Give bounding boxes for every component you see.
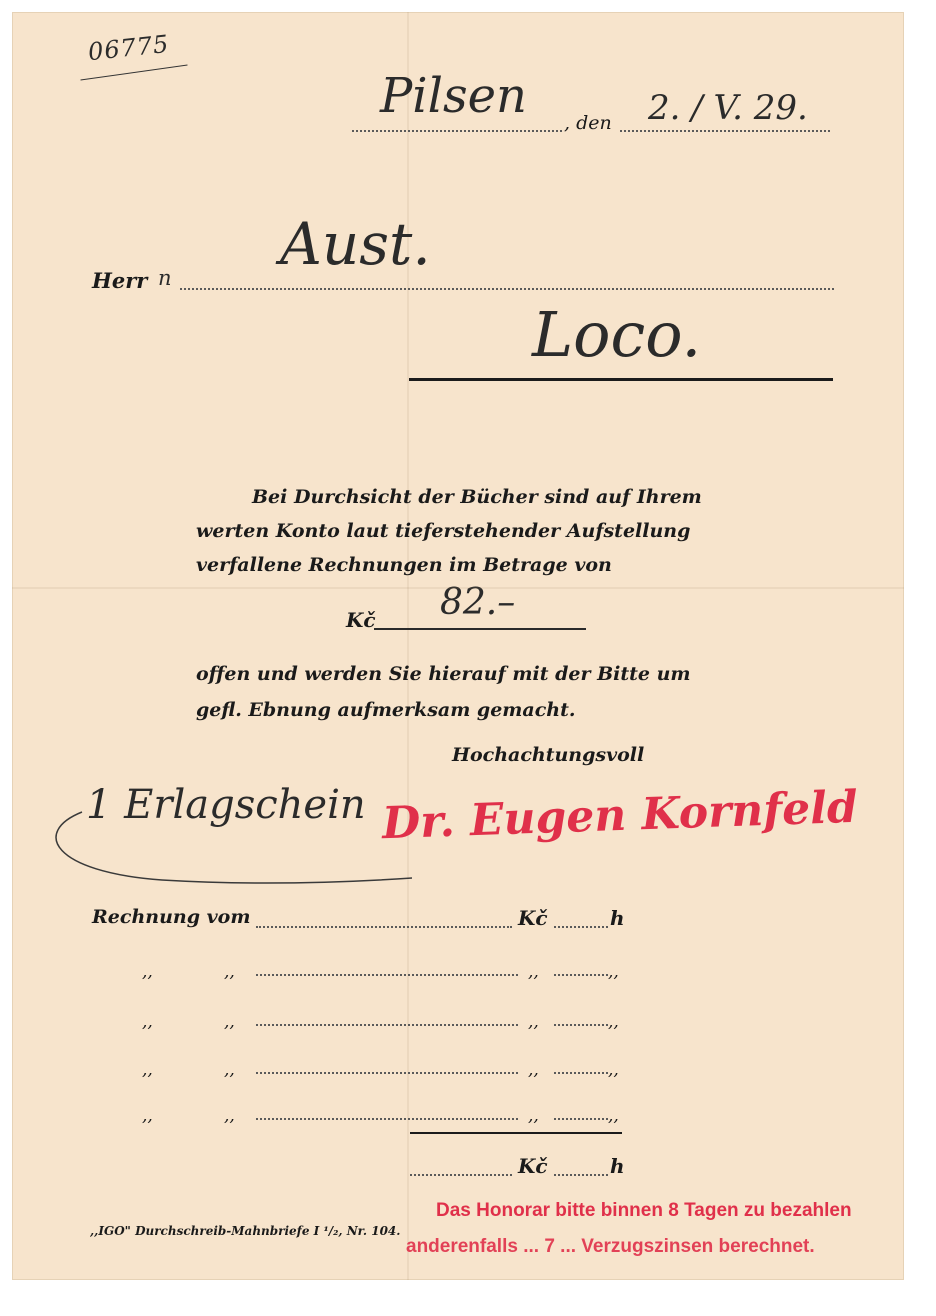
body-line: gefl. Ebnung aufmerksam gemacht. bbox=[196, 699, 576, 721]
signature: Dr. Eugen Kornfeld bbox=[381, 781, 859, 850]
sum-underline bbox=[410, 1132, 622, 1134]
total-heller-label: h bbox=[610, 1154, 625, 1178]
ditto-date-line bbox=[256, 1072, 518, 1074]
letter-paper bbox=[12, 12, 904, 1280]
addressee-suffix: n bbox=[158, 266, 172, 290]
ditto-mark: ,, bbox=[224, 962, 235, 982]
ditto-row bbox=[12, 1012, 904, 1036]
ditto-mark: ,, bbox=[608, 1012, 619, 1032]
ditto-date-line bbox=[256, 974, 518, 976]
place-line bbox=[352, 130, 562, 132]
ditto-row bbox=[12, 962, 904, 986]
addressee-city: Loco. bbox=[532, 298, 702, 371]
body-line: Bei Durchsicht der Bücher sind auf Ihrem bbox=[252, 486, 702, 508]
stamp-line-1: Das Honorar bitte binnen 8 Tagen zu bezahlen bbox=[436, 1200, 852, 1221]
invoice-row-label: Rechnung vom bbox=[92, 906, 251, 928]
ditto-mark: ,, bbox=[608, 1106, 619, 1126]
ditto-row bbox=[12, 1060, 904, 1084]
ditto-mark: ,, bbox=[224, 1106, 235, 1126]
body-paragraph-2 bbox=[196, 656, 756, 728]
date-handwritten: 2. / V. 29. bbox=[648, 88, 808, 128]
amount-line bbox=[374, 628, 586, 630]
invoice-amount-line bbox=[554, 926, 608, 928]
ditto-mark: ,, bbox=[224, 1012, 235, 1032]
invoice-date-line bbox=[256, 926, 512, 928]
amount-currency-label: Kč bbox=[346, 608, 376, 632]
ditto-date-line bbox=[256, 1024, 518, 1026]
invoice-heller-label: h bbox=[610, 906, 625, 930]
address-underline bbox=[409, 378, 833, 381]
ditto-mark: ,, bbox=[608, 962, 619, 982]
archive-number-underline bbox=[80, 64, 187, 80]
ditto-mark: ,, bbox=[224, 1060, 235, 1080]
ditto-mark: ,, bbox=[528, 962, 539, 982]
ditto-mark: ,, bbox=[142, 1012, 153, 1032]
archive-number: 06775 bbox=[86, 29, 171, 67]
body-line: offen und werden Sie hierauf mit der Bitte um bbox=[196, 663, 691, 685]
addressee-label: Herr bbox=[92, 268, 148, 293]
ditto-mark: ,, bbox=[142, 1060, 153, 1080]
ditto-amount-line bbox=[554, 1024, 608, 1026]
date-label: , den bbox=[564, 112, 612, 134]
ditto-row bbox=[12, 1106, 904, 1130]
date-line bbox=[620, 130, 830, 132]
total-currency-label: Kč bbox=[518, 1154, 548, 1178]
ditto-amount-line bbox=[554, 1072, 608, 1074]
ditto-amount-line bbox=[554, 974, 608, 976]
total-left-line bbox=[410, 1174, 512, 1176]
body-line: verfallene Rechnungen im Betrage von bbox=[196, 554, 612, 576]
place-handwritten: Pilsen bbox=[380, 68, 527, 124]
enclosure-note: 1 Erlagschein bbox=[86, 782, 366, 828]
ditto-amount-line bbox=[554, 1118, 608, 1120]
addressee-name: Aust. bbox=[280, 210, 431, 278]
stamp-line-2: anderenfalls ... 7 ... Verzugszinsen berechnet. bbox=[406, 1236, 815, 1257]
amount-handwritten: 82.– bbox=[440, 582, 516, 623]
form-footer: ,,IGO" Durchschreib-Mahnbriefe I ¹/₂, Nr. 104. bbox=[90, 1224, 401, 1238]
invoice-currency-label: Kč bbox=[518, 906, 548, 930]
total-amount-line bbox=[554, 1174, 608, 1176]
ditto-mark: ,, bbox=[528, 1012, 539, 1032]
closing: Hochachtungsvoll bbox=[452, 744, 645, 766]
ditto-mark: ,, bbox=[528, 1106, 539, 1126]
ditto-date-line bbox=[256, 1118, 518, 1120]
body-line: werten Konto laut tieferstehender Aufstellung bbox=[196, 520, 691, 542]
ditto-mark: ,, bbox=[608, 1060, 619, 1080]
body-paragraph bbox=[196, 480, 756, 582]
ditto-mark: ,, bbox=[142, 1106, 153, 1126]
ditto-mark: ,, bbox=[528, 1060, 539, 1080]
ditto-mark: ,, bbox=[142, 962, 153, 982]
enclosure-loop bbox=[12, 782, 412, 892]
addressee-line bbox=[180, 288, 834, 290]
